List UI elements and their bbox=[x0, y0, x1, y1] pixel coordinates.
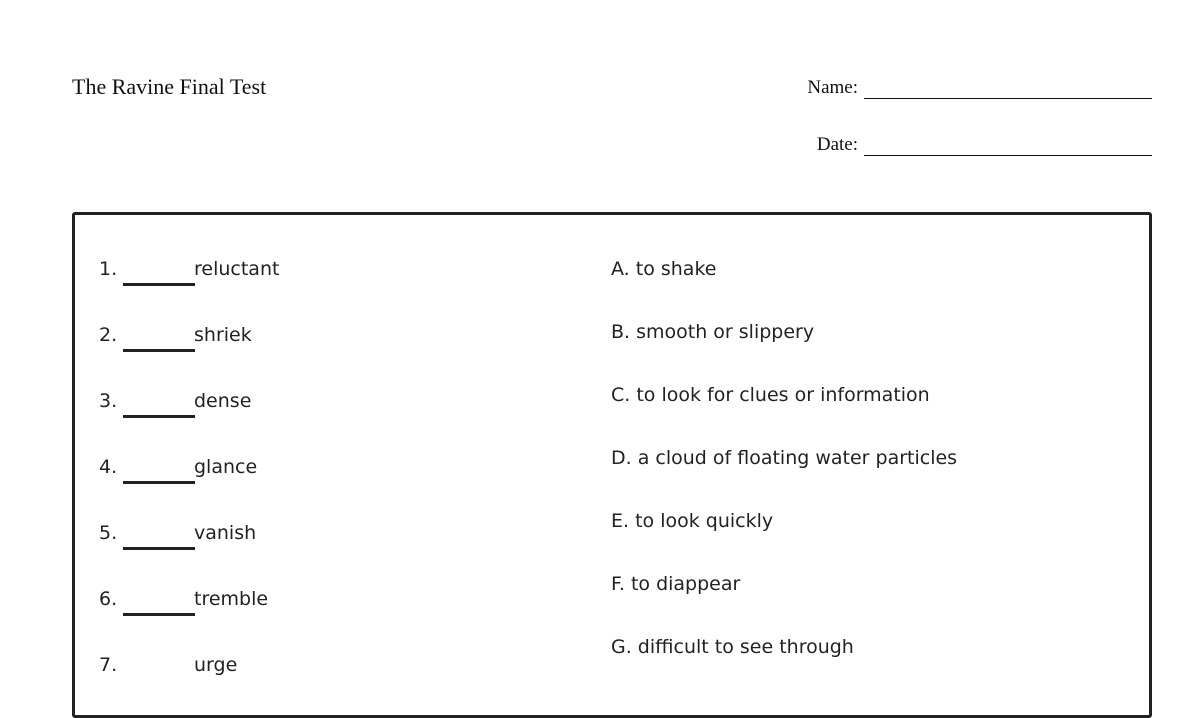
term-word: vanish bbox=[194, 522, 257, 544]
definition-item: G. difficult to see through bbox=[611, 636, 854, 658]
answer-blank[interactable] bbox=[123, 481, 195, 484]
definition-item: C. to look for clues or information bbox=[611, 384, 930, 406]
term-number: 7. bbox=[99, 654, 118, 676]
term-number: 1. bbox=[99, 258, 118, 280]
answer-blank[interactable] bbox=[123, 613, 195, 616]
definition-item: B. smooth or slippery bbox=[611, 321, 815, 343]
date-label: Date: bbox=[816, 134, 858, 155]
definition-item: A. to shake bbox=[611, 258, 717, 280]
definition-item: E. to look quickly bbox=[611, 510, 774, 532]
term-word: urge bbox=[194, 654, 238, 676]
definition-item: F. to diappear bbox=[611, 573, 741, 595]
term-number: 6. bbox=[99, 588, 118, 610]
answer-blank[interactable] bbox=[123, 547, 195, 550]
date-field bbox=[817, 133, 1152, 157]
answer-blank[interactable] bbox=[123, 679, 195, 682]
term-number: 2. bbox=[99, 324, 118, 346]
term-word: tremble bbox=[194, 588, 269, 610]
term-number: 3. bbox=[99, 390, 118, 412]
name-field bbox=[807, 76, 1152, 100]
term-number: 5. bbox=[99, 522, 118, 544]
term-word: dense bbox=[194, 390, 252, 412]
date-blank-line[interactable] bbox=[864, 155, 1152, 156]
definition-item: D. a cloud of floating water particles bbox=[611, 447, 958, 469]
name-label: Name: bbox=[807, 77, 858, 98]
term-number: 4. bbox=[99, 456, 118, 478]
term-word: shriek bbox=[194, 324, 252, 346]
test-title: The Ravine Final Test bbox=[72, 74, 267, 99]
name-blank-line[interactable] bbox=[864, 98, 1152, 99]
answer-blank[interactable] bbox=[123, 415, 195, 418]
term-word: reluctant bbox=[194, 258, 280, 280]
answer-blank[interactable] bbox=[123, 283, 195, 286]
answer-blank[interactable] bbox=[123, 349, 195, 352]
term-word: glance bbox=[194, 456, 258, 478]
